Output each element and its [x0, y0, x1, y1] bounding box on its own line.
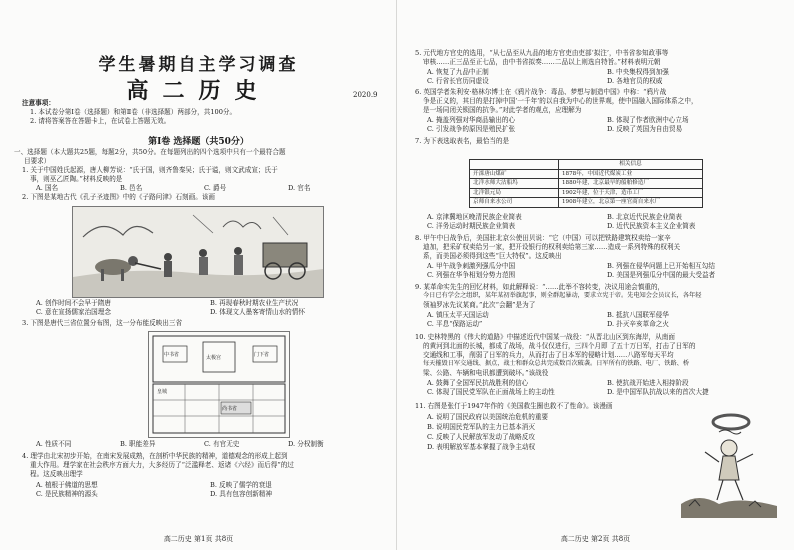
table-header-row — [470, 160, 703, 170]
q8-option-d: D. 美国是列强瓜分中国的最大受益者 — [607, 271, 716, 279]
tang-three-departments-map — [148, 331, 290, 438]
map-label-shangshu: 尚书省 — [222, 406, 238, 412]
q4-option-a: A. 植根于佛道的思想 — [36, 481, 98, 489]
exam-title: 学生暑期自主学习调查 — [98, 55, 299, 75]
table-cell: 1880年建，北京最早的船舶修造厂 — [559, 179, 703, 189]
question-2-stem: 2. 下图是某地古代《孔子圣迹图》中的《子路问津》石刻画。该画 — [22, 193, 216, 201]
q7-option-d: D. 近代民族资本主义企业简表 — [607, 222, 696, 230]
question-10-stem: 梁、公路、车辆和电讯都遭到破坏。”该战役 — [423, 369, 549, 377]
page-footer: 高二历史 第2页 共8页 — [560, 535, 631, 543]
question-4-stem: 4. 理学由北宋初步开始，在南宋发展成熟，在剖析中华民族的精神，道德观念的形成上起到 — [22, 452, 288, 460]
question-1-stem: 1. 关于中国姓氏起源，唐人柳芳说：“氏于国，则齐鲁秦吴；氏于谥，则文武成宣；氏于 — [22, 166, 278, 174]
exam-page-2 — [397, 0, 794, 550]
q5-option-c: C. 行省长官历同虚设 — [427, 77, 489, 85]
question-10-stem: 交通线和工事，削弱了日军的兵力，从而打击了日本军的侵略计划……八路军每天平均 — [423, 351, 674, 359]
exam-subject: 高二历史 — [126, 78, 271, 104]
map-label-zhongshu: 中书省 — [164, 352, 180, 358]
question-5-stem: 5. 元代地方官史的选用，“从七品至从九品的地方官吏由吏部‘拟注’，中书省参知政事等 — [415, 49, 669, 57]
question-10-stem: 每天摧毁日军交通线、据点，战士和群众总共完成数百次破袭。日军所有的铁路、电厂、铁路、桥 — [423, 360, 690, 367]
q4-option-c: C. 是民族精神的源头 — [36, 490, 98, 498]
q11-option-b: B. 说明国民党军队的主力已基本消灭 — [427, 423, 535, 431]
question-6-stem: 争是正义的，其目的是打掉中国‘一千年’的以自我为中心的世界观，使中国融入国际体系之中， — [423, 97, 698, 105]
q5-option-d: D. 各地官员的权威 — [607, 77, 663, 85]
q7-option-a: A. 京津冀地区晚清民族企业简表 — [427, 213, 522, 221]
q9-option-d: D. 扑灭辛亥革命之火 — [607, 320, 669, 328]
map-label-menxia: 门下省 — [254, 352, 270, 358]
q6-option-d: D. 反映了英国为自由贸易 — [607, 125, 683, 133]
q8-option-a: A. 甲午战争刺激列强瓜分中国 — [427, 262, 516, 270]
q7-option-b: B. 北京近代民族企业简表 — [607, 213, 682, 221]
part1-instruction: 一、选择题（本大题共25题，每题2分，共50分。在每题列出的四个选项中只有一个最符合题 — [14, 148, 286, 156]
question-4-stem: 程。这反映出理学 — [30, 470, 83, 478]
table-row — [470, 188, 703, 198]
table-cell: 开滦唐山煤矿 — [470, 169, 559, 179]
question-6-stem: 6. 英国学者朱利安·格林尔博士在《鸦片战争：毒品、梦想与制造中国》中称：“鸦片战 — [415, 88, 667, 96]
question-5-stem: 审核……正三品至正七品，由中书省拟奏……二品以上则选自特旨。”材料表明元朝 — [423, 58, 661, 66]
q10-option-a: A. 鼓舞了全国军民抗战胜利的信心 — [427, 379, 529, 387]
question-8-stem: 8. 甲午中日战争后，美国驻北京公使田贝说：“它（中国）可以把铁路建筑权卖给一家辛 — [415, 234, 671, 242]
table-row — [470, 169, 703, 179]
q3-option-a: A. 性质不同 — [36, 440, 72, 448]
table-cell: 北洋水师大沽船坞 — [470, 179, 559, 189]
table-header-cell — [470, 160, 559, 170]
q11-option-c: C. 反映了人民解放军发动了战略反攻 — [427, 433, 535, 441]
q9-option-a: A. 镇压太平天国运动 — [427, 311, 489, 319]
table-header-cell: 相关信息 — [559, 160, 703, 170]
q10-option-c: C. 体现了国民党军队在正面战场上的主动性 — [427, 388, 555, 396]
question-10-stem: 的黄河到北面的长城，都成了战场，战斗仅仅进行，三四个月即 了五十万日军，打击了日军的 — [423, 342, 696, 350]
q8-option-b: B. 列强在侵华问题上已开始相互勾结 — [607, 262, 715, 270]
question-6-stem: 是一场同闭关锁国的抗争。”对此学者的观点，应理解为 — [423, 106, 582, 114]
q9-option-b: B. 抵抗八国联军侵华 — [607, 311, 669, 319]
cartoon-image — [679, 408, 779, 518]
section-title: 第Ⅰ卷 选择题（共50分） — [148, 137, 249, 147]
table-cell: 1902年建，位于天津，造币工厂 — [559, 188, 703, 198]
q3-option-b: B. 职能差异 — [120, 440, 156, 448]
notes-heading: 注意事项： — [22, 99, 55, 107]
table-cell: 1908年建立，北京第一座官商自来水厂 — [559, 198, 703, 208]
map-label-palace: 太极宫 — [206, 355, 222, 361]
question-9-stem: 领袖罗冰先议某商。”此次“会翻”是为了 — [423, 301, 536, 309]
question-9-stem: 今日已有学会之组织，某年某初举旗起事，则全群起暴动，要求立宪于帝。先电知会会员议长，各年轻 — [423, 292, 702, 299]
table-row — [470, 198, 703, 208]
page-footer: 高二历史 第1页 共8页 — [163, 535, 234, 543]
q1-option-d: D. 官名 — [288, 184, 311, 192]
map-label-imperial-city: 皇城 — [157, 389, 168, 395]
question-8-stem: 系，而美国必须得到这些“巨大特权”。这反映出 — [423, 252, 562, 260]
question-1-stem: 事，则巫乙匠陶。”材料反映的是 — [30, 175, 123, 183]
q9-option-c: C. 平息“保路运动” — [427, 320, 483, 328]
exam-date: 2020.9 — [353, 91, 378, 99]
q6-option-a: A. 掩盖列强对华商品输出的心 — [427, 116, 516, 124]
question-3-stem: 3. 下图是唐代三省位置分布图，这一分布能反映出三省 — [22, 319, 183, 327]
note-line: 2. 请将答案答在答题卡上，在试卷上答题无效。 — [30, 117, 171, 125]
q10-option-b: B. 使抗战开始进入相持阶段 — [607, 379, 689, 387]
stone-carving-image — [72, 206, 324, 298]
q11-option-a: A. 说明了国民政府以美国统治危机的重要 — [427, 413, 549, 421]
question-11-stem: 11. 右图是张仃于1947年作的《美国救生圈也救不了性命》。该漫画 — [415, 402, 613, 410]
table-cell: 1878年，中国近代煤炭工业 — [559, 169, 703, 179]
q5-option-b: B. 中央集权得到加强 — [607, 68, 669, 76]
q11-option-d: D. 表明解放军基本掌握了战争主动权 — [427, 443, 536, 451]
question-7-table — [469, 159, 703, 208]
q7-option-c: C. 洋务运动时期民族企业简表 — [427, 222, 516, 230]
table-row — [470, 179, 703, 189]
q1-option-a: A. 国名 — [36, 184, 59, 192]
question-9-stem: 9. 某革命实先生的回忆材料，如此解释说：“……此举不容转变，决议用途会慎重的， — [415, 283, 665, 291]
q2-option-c: C. 意在宣扬儒家治国理念 — [36, 308, 111, 316]
q3-option-d: D. 分权制衡 — [288, 440, 324, 448]
q1-option-c: C. 爵号 — [204, 184, 227, 192]
q1-option-b: B. 邑名 — [120, 184, 143, 192]
q4-option-d: D. 具有包容创新精神 — [210, 490, 272, 498]
question-10-stem: 10. 史林特黑的《伟大的道路》中描述近代中国某一战役：“从晋北山区到东海岸，从南面 — [415, 333, 675, 341]
q5-option-a: A. 恢复了九品中正制 — [427, 68, 489, 76]
q4-option-b: B. 反映了儒学的衰退 — [210, 481, 272, 489]
q2-option-d: D. 体现文人墨客寄情山水的情怀 — [210, 308, 305, 316]
q6-option-b: B. 体现了作者欧洲中心立场 — [607, 116, 689, 124]
question-4-stem: 重大作用。理学家在社会秩序方面大力，大多经历了“泛滥释老、返诸《六经》而后得”的过 — [30, 461, 294, 469]
table-cell: 京师自来水公司 — [470, 198, 559, 208]
q8-option-c: C. 列强在华争相划分势力范围 — [427, 271, 516, 279]
part1-instruction: 目要求） — [24, 157, 51, 165]
q6-option-c: C. 引发战争的原因是殖民扩张 — [427, 125, 516, 133]
note-line: 1. 本试卷分第Ⅰ卷（选择题）和第Ⅱ卷（非选择题）两部分，共100分。 — [30, 108, 237, 116]
question-8-stem: 迪加，把采矿权卖给另一家，把开设银行的权利卖给第三家……造成一系列特殊的权利关 — [423, 243, 681, 251]
q3-option-c: C. 有官无史 — [204, 440, 240, 448]
question-7-stem: 7. 为下表选取表名，最恰当的是 — [415, 137, 510, 145]
q2-option-b: B. 再现春秋时期农业生产状况 — [210, 299, 299, 307]
q10-option-d: D. 是中国军队抗战以来的首次大捷 — [607, 388, 709, 396]
q2-option-a: A. 创作时间不会早于隋唐 — [36, 299, 111, 307]
table-cell: 北洋银元局 — [470, 188, 559, 198]
